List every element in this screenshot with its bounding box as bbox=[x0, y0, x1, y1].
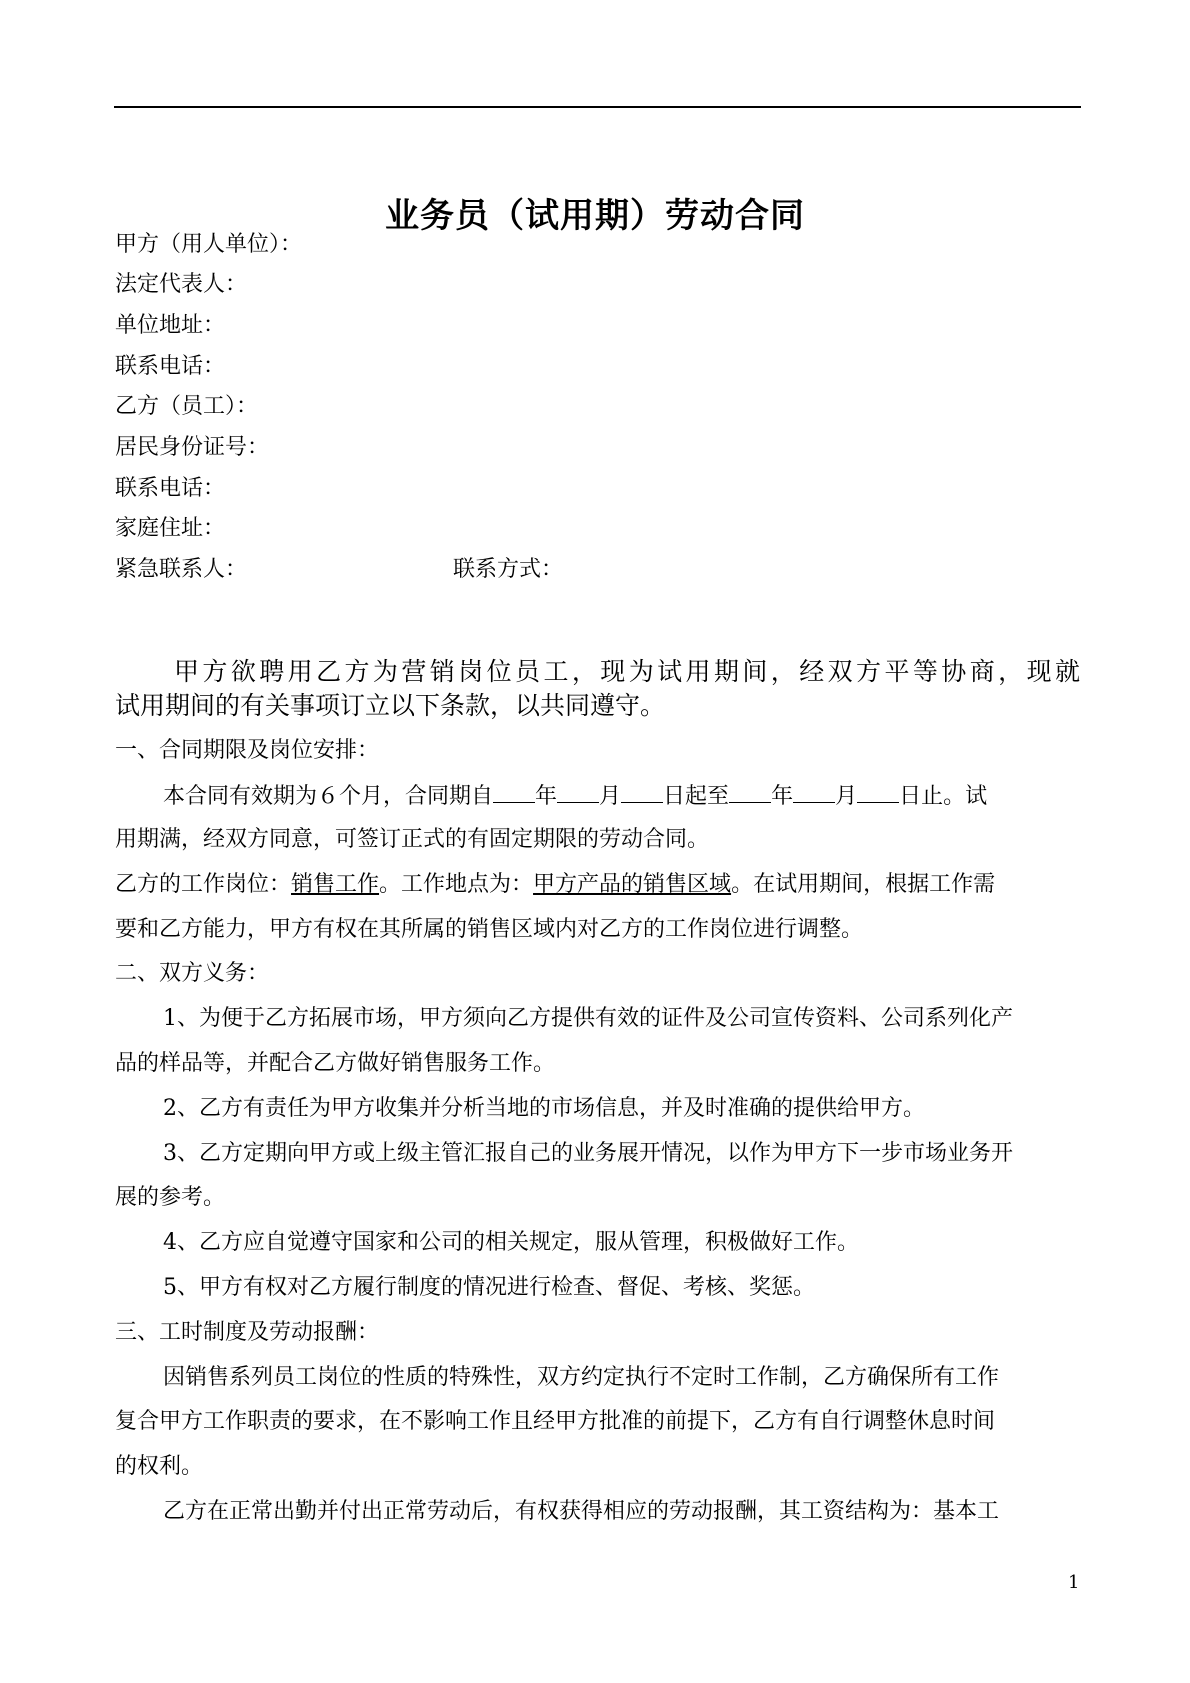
work-hours-line-3: 的权利。 bbox=[115, 1454, 204, 1479]
section-3-heading: 三、工时制度及劳动报酬： bbox=[115, 1320, 380, 1345]
post-prefix: 乙方的工作岗位： bbox=[115, 872, 292, 897]
start-year-blank[interactable] bbox=[493, 780, 535, 803]
salary-line-1: 乙方在正常出勤并付出正常劳动后，有权获得相应的劳动报酬，其工资结构为：基本工 bbox=[163, 1499, 1000, 1524]
header-rule bbox=[114, 106, 1081, 108]
intro-line-2: 试用期间的有关事项订立以下条款，以共同遵守。 bbox=[115, 691, 666, 720]
end-month-blank[interactable] bbox=[793, 780, 835, 803]
duty-4: 4、乙方应自觉遵守国家和公司的相关规定，服从管理，积极做好工作。 bbox=[163, 1230, 859, 1255]
document-title: 业务员（试用期）劳动合同 bbox=[385, 196, 805, 236]
intro-line-1: 甲方欲聘用乙方为营销岗位员工，现为试用期间，经双方平等协商，现就 bbox=[174, 657, 1080, 686]
work-hours-line-2: 复合甲方工作职责的要求，在不影响工作且经甲方批准的前提下，乙方有自行调整休息时间 bbox=[115, 1409, 996, 1434]
term-text-1: 本合同有效期为６个月，合同期自 bbox=[163, 784, 494, 809]
field-home-address: 家庭住址： bbox=[115, 516, 226, 541]
work-hours-line-1: 因销售系列员工岗位的性质的特殊性，双方约定执行不定时工作制，乙方确保所有工作 bbox=[163, 1365, 1000, 1390]
location-prefix: 。工作地点为： bbox=[379, 872, 534, 897]
term-line-2: 用期满，经双方同意，可签订正式的有固定期限的劳动合同。 bbox=[115, 827, 710, 852]
contract-term-line bbox=[163, 780, 987, 812]
term-text-7: 日止。试 bbox=[899, 784, 988, 809]
location-value: 甲方产品的销售区域 bbox=[533, 872, 732, 897]
start-day-blank[interactable] bbox=[621, 780, 663, 803]
term-text-6: 月 bbox=[835, 784, 858, 809]
field-contact-method: 联系方式： bbox=[453, 557, 564, 582]
field-phone-b: 联系电话： bbox=[115, 476, 226, 501]
field-phone-a: 联系电话： bbox=[115, 354, 226, 379]
post-line-2: 要和乙方能力，甲方有权在其所属的销售区域内对乙方的工作岗位进行调整。 bbox=[115, 917, 864, 942]
post-value: 销售工作 bbox=[291, 872, 380, 897]
field-party-b: 乙方（员工）： bbox=[115, 394, 259, 419]
page-number: 1 bbox=[1068, 1572, 1080, 1593]
post-suffix: 。在试用期间，根据工作需 bbox=[731, 872, 996, 897]
duty-3-line-1: 3、乙方定期向甲方或上级主管汇报自己的业务展开情况，以作为甲方下一步市场业务开 bbox=[163, 1141, 1013, 1166]
start-month-blank[interactable] bbox=[557, 780, 599, 803]
term-text-3: 月 bbox=[599, 784, 622, 809]
section-2-heading: 二、双方义务： bbox=[115, 961, 270, 986]
duty-1-line-1: 1、为便于乙方拓展市场，甲方须向乙方提供有效的证件及公司宣传资料、公司系列化产 bbox=[163, 1006, 1013, 1031]
term-text-2: 年 bbox=[535, 784, 558, 809]
term-text-4: 日起至 bbox=[663, 784, 730, 809]
section-1-heading: 一、合同期限及岗位安排： bbox=[115, 738, 380, 763]
end-day-blank[interactable] bbox=[857, 780, 899, 803]
end-year-blank[interactable] bbox=[729, 780, 771, 803]
duty-3-line-2: 展的参考。 bbox=[115, 1185, 226, 1210]
duty-1-line-2: 品的样品等，并配合乙方做好销售服务工作。 bbox=[115, 1051, 556, 1076]
field-address: 单位地址： bbox=[115, 313, 226, 338]
duty-2: 2、乙方有责任为甲方收集并分析当地的市场信息，并及时准确的提供给甲方。 bbox=[163, 1096, 925, 1121]
duty-5: 5、甲方有权对乙方履行制度的情况进行检查、督促、考核、奖惩。 bbox=[163, 1275, 815, 1300]
field-emergency-contact: 紧急联系人： bbox=[115, 557, 248, 582]
post-line bbox=[115, 870, 995, 900]
field-legal-rep: 法定代表人： bbox=[115, 272, 248, 297]
field-party-a: 甲方（用人单位）： bbox=[115, 232, 303, 257]
term-text-5: 年 bbox=[771, 784, 794, 809]
field-id-no: 居民身份证号： bbox=[115, 435, 270, 460]
